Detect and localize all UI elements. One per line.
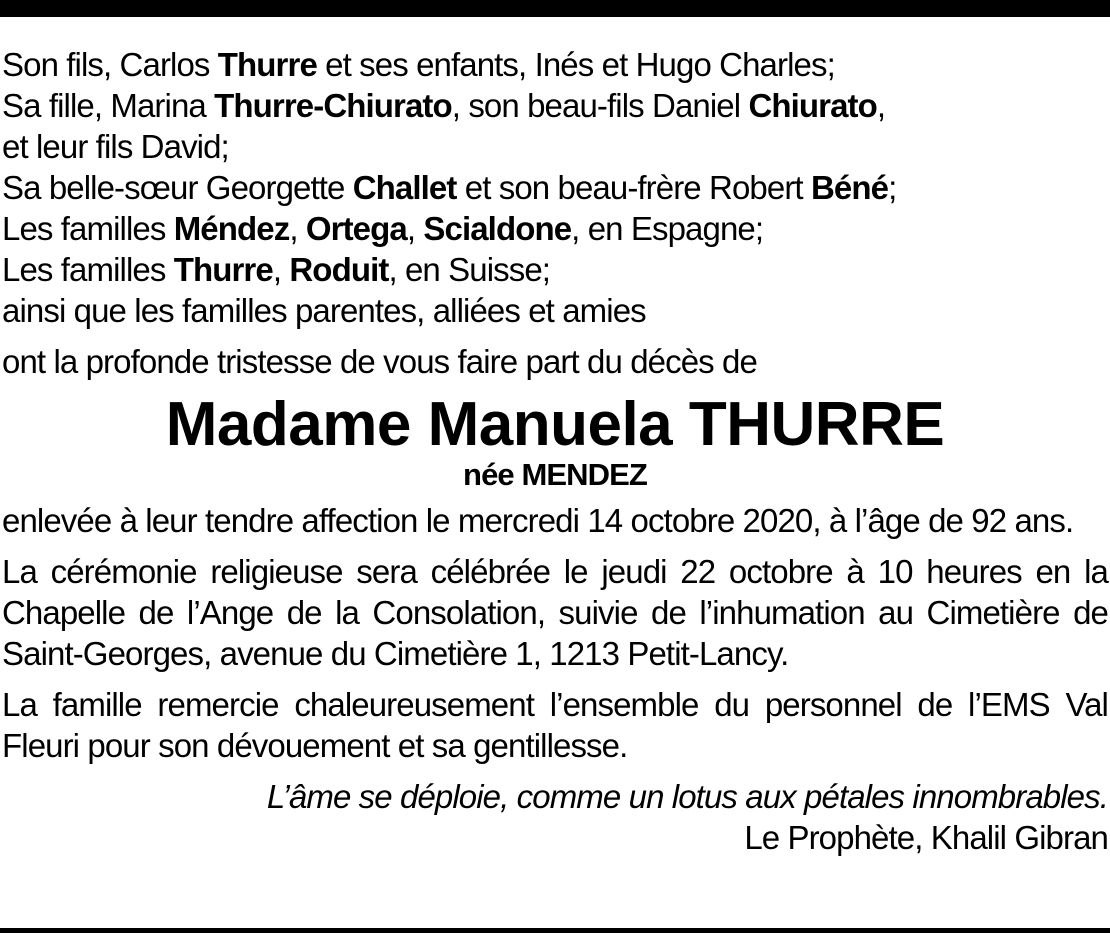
obituary-notice [2, 44, 1108, 858]
family-text: , [289, 210, 306, 247]
family-text: , en Espagne; [571, 210, 764, 247]
quote: L’âme se déploie, comme un lotus aux pétales innombrables. [266, 778, 1108, 815]
family-surname: Méndez [173, 210, 290, 247]
family-text: Son fils, Carlos [2, 46, 218, 83]
family-surname: Ortega [305, 210, 407, 247]
death-text: enlevée à leur tendre affection le mercredi 14 octobre 2020, à l’âge de 92 ans. [2, 502, 1074, 539]
family-text: ainsi que les familles parentes, alliées et amies [2, 292, 646, 329]
family-line [2, 290, 1108, 331]
maiden-name: née MENDEZ [463, 457, 647, 492]
family-text: , [876, 87, 886, 124]
deceased-name: Madame Manuela THURRE [165, 390, 945, 459]
quote-attribution: Le Prophète, Khalil Gibran [744, 819, 1108, 856]
ceremony-text: La cérémonie religieuse sera célébrée le jeudi 22 octobre à 10 heures en la Chapelle de l’Ange de la Consolation, suivie de l’inhumation au Cimetière de Saint-Georges, avenue du Cimetière 1, 1213 Petit-Lancy. [2, 553, 1108, 672]
family-text: , en Suisse; [388, 251, 551, 288]
bottom-rule [0, 928, 1110, 933]
family-surname: Thurre [217, 46, 317, 83]
family-line [2, 126, 1108, 167]
family-line [2, 249, 1108, 290]
family-text: Les familles [2, 210, 174, 247]
family-text: et son beau-frère Robert [456, 169, 811, 206]
family-text: ; [888, 169, 897, 206]
family-surname: Thurre-Chiurato [214, 87, 452, 124]
family-text: et ses enfants, Inés et Hugo Charles; [316, 46, 835, 83]
family-surname: Challet [352, 169, 457, 206]
family-line [2, 167, 1108, 208]
family-text: Les familles [2, 251, 174, 288]
family-line [2, 85, 1108, 126]
family-text: Sa belle-sœur Georgette [2, 169, 353, 206]
announcement: ont la profonde tristesse de vous faire part du décès de [2, 343, 757, 380]
family-surname: Roduit [289, 251, 389, 288]
thanks-text: La famille remercie chaleureusement l’ensemble du personnel de l’EMS Val Fleuri pour son dévouement et sa gentillesse. [2, 686, 1108, 764]
family-text: , son beau-fils Daniel [451, 87, 749, 124]
family-surname: Scialdone [423, 210, 572, 247]
family-text: , [272, 251, 290, 288]
family-text: et leur fils David; [2, 128, 229, 165]
top-rule [0, 0, 1110, 17]
family-line [2, 208, 1108, 249]
family-text: Sa fille, Marina [2, 87, 215, 124]
family-line [2, 44, 1108, 85]
family-surname: Chiurato [748, 87, 877, 124]
family-surname: Béné [810, 169, 889, 206]
family-list [2, 44, 1108, 331]
family-text: , [406, 210, 424, 247]
family-surname: Thurre [173, 251, 273, 288]
